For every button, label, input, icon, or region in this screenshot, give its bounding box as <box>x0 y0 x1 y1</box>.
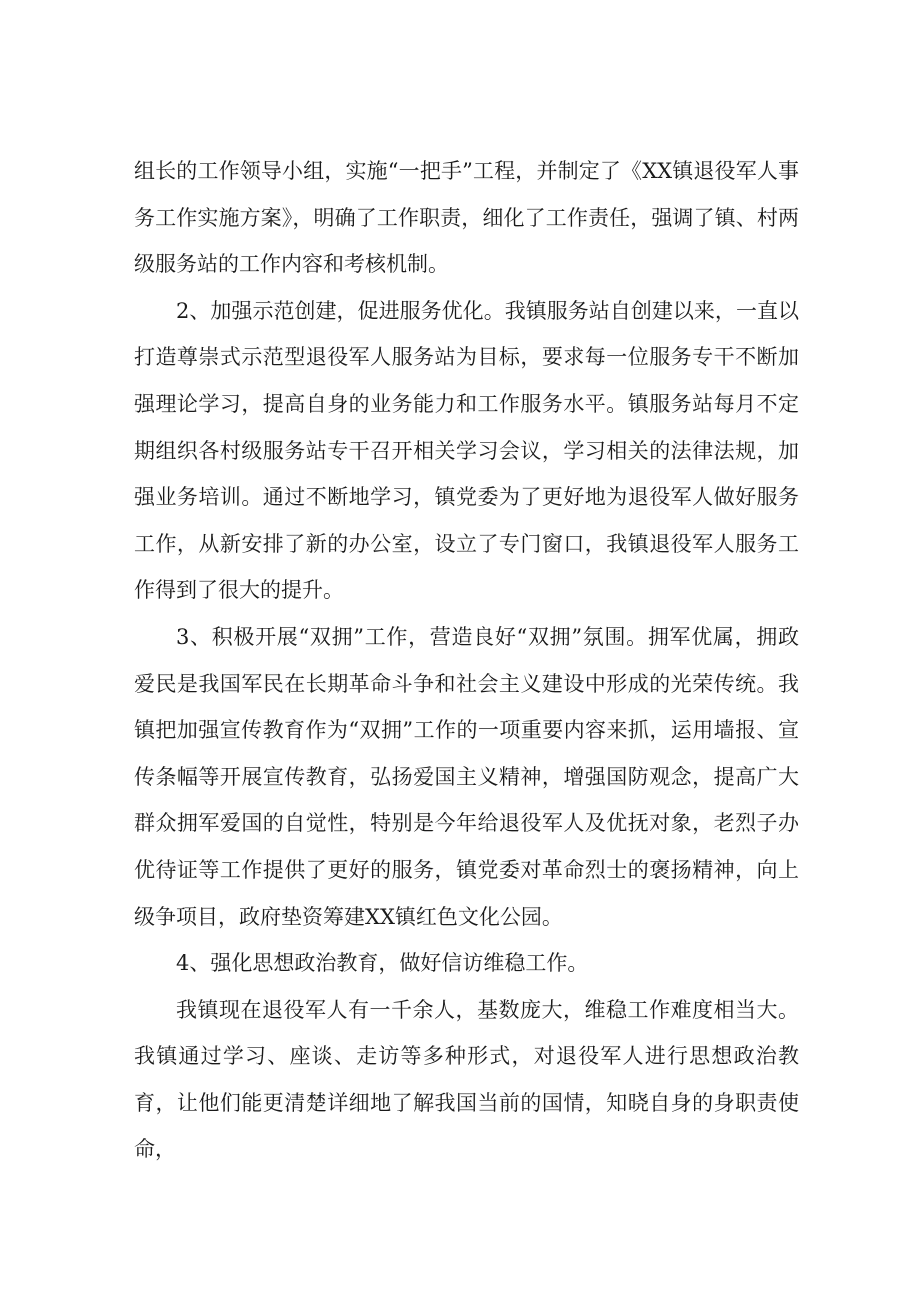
document-body <box>134 148 799 1173</box>
paragraph-demonstration-service: 2、加强示范创建，促进服务优化。我镇服务站自创建以来，一直以打造尊崇式示范型退役军人服务站为目标，要求每一位服务专干不断加强理论学习，提高自身的业务能力和工作服务水平。镇服务站每月不定期组织各村级服务站专干召开相关学习会议，学习相关的法律法规，加强业务培训。通过不断地学习，镇党委为了更好地为退役军人做好服务工作，从新安排了新的办公室，设立了专门窗口，我镇退役军人服务工作得到了很大的提升。 <box>134 298 799 603</box>
paragraph-political-education-heading: 4、强化思想政治教育，做好信访维稳工作。 <box>176 951 589 976</box>
paragraph-double-support: 3、积极开展“双拥”工作，营造良好“双拥”氛围。拥军优属，拥政爱民是我国军民在长期革命斗争和社会主义建设中形成的光荣传统。我镇把加强宣传教育作为“双拥”工作的一项重要内容来抓，运用墙报、宣传条幅等开展宣传教育，弘扬爱国主义精神，增强国防观念，提高广大群众拥军爱国的自觉性，特别是今年给退役军人及优抚对象，老烈子办优待证等工作提供了更好的服务，镇党委对革命烈士的褒扬精神，向上级争项目，政府垫资筹建XX镇红色文化公园。 <box>134 624 799 929</box>
paragraph-continued-leading-group: 组长的工作领导小组，实施“一把手”工程，并制定了《XX镇退役军人事务工作实施方案》，明确了工作职责，细化了工作责任，强调了镇、村两级服务站的工作内容和考核机制。 <box>134 159 799 277</box>
paragraph-veterans-stability: 我镇现在退役军人有一千余人，基数庞大，维稳工作难度相当大。我镇通过学习、座谈、走访等多种形式，对退役军人进行思想政治教育，让他们能更清楚详细地了解我国当前的国情，知晓自身的身职责使命， <box>134 997 799 1162</box>
